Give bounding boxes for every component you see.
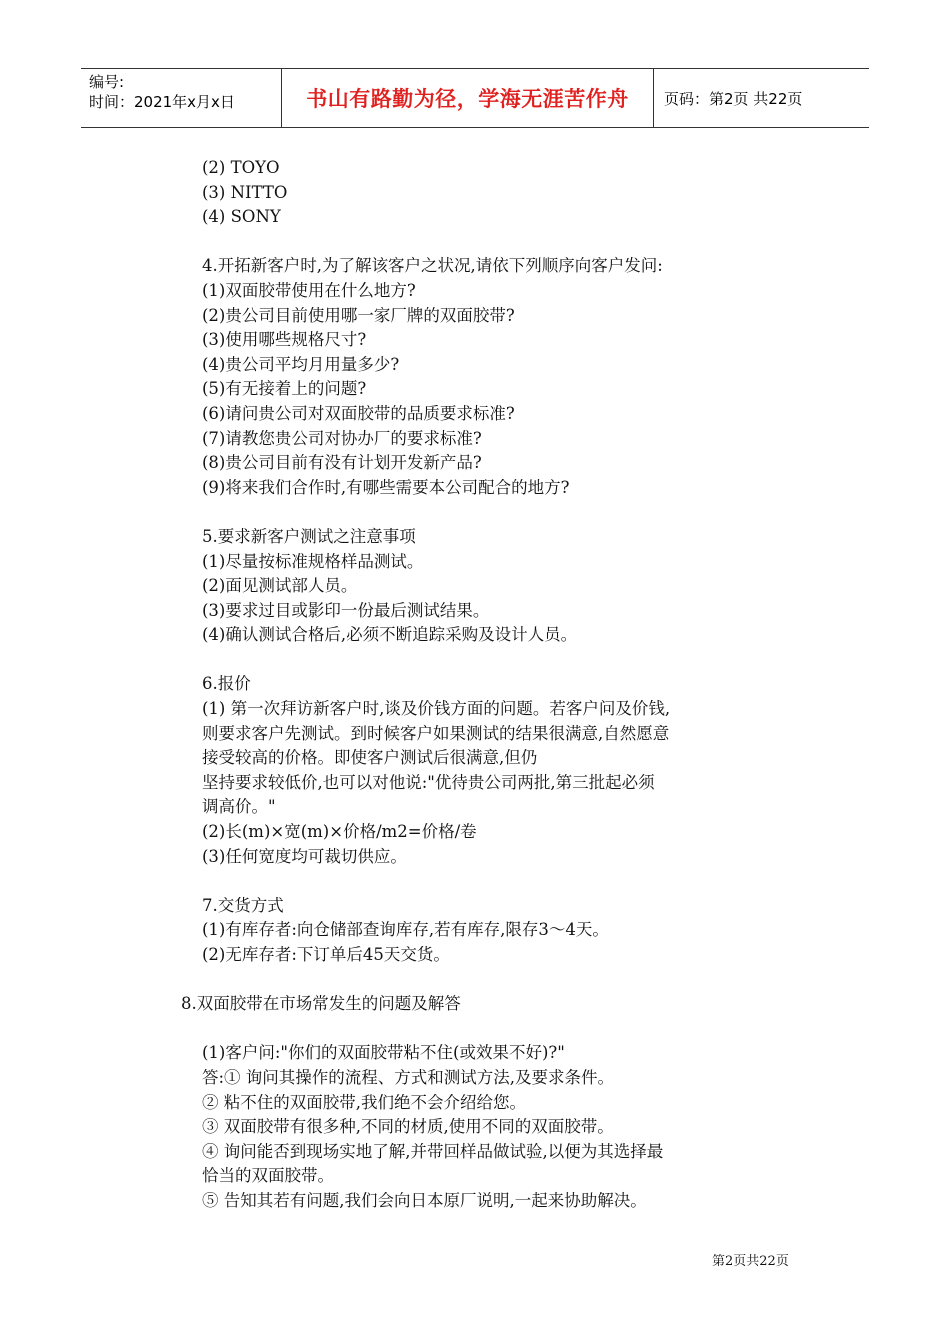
paragraph-line: (1)客户问:"你们的双面胶带粘不住(或效果不好)?" bbox=[202, 1043, 565, 1063]
page-header bbox=[81, 68, 869, 128]
document-body bbox=[181, 156, 772, 1214]
page-footer: 第2页共22页 bbox=[712, 1254, 789, 1269]
list-item: (8)贵公司目前有没有计划开发新产品? bbox=[202, 453, 482, 473]
paragraph-line: (1) 第一次拜访新客户时,谈及价钱方面的问题。若客户问及价钱, bbox=[202, 699, 671, 719]
list-item: (1)双面胶带使用在什么地方? bbox=[202, 280, 416, 300]
header-meta bbox=[81, 69, 282, 127]
list-item: (4) SONY bbox=[202, 207, 281, 227]
list-item: (4)确认测试合格后,必须不断追踪采购及设计人员。 bbox=[202, 625, 578, 645]
list-item: (3)使用哪些规格尺寸? bbox=[202, 330, 367, 350]
list-item: (2) TOYO bbox=[202, 158, 280, 177]
section-6-title: 6.报价 bbox=[202, 674, 251, 694]
paragraph-line: 恰当的双面胶带。 bbox=[202, 1166, 334, 1186]
document-number-label: 编号: bbox=[89, 73, 125, 91]
list-item: (9)将来我们合作时,有哪些需要本公司配合的地方? bbox=[202, 477, 570, 497]
section-4-title: 4.开拓新客户时,为了解该客户之状况,请依下列顺序向客户发问: bbox=[202, 256, 663, 276]
list-item: (1)有库存者:向仓储部查询库存,若有库存,限存3～4天。 bbox=[202, 920, 609, 940]
list-item: (6)请问贵公司对双面胶带的品质要求标准? bbox=[202, 403, 515, 423]
list-item: (3) NITTO bbox=[202, 182, 288, 202]
list-item: (2)长(m)×宽(m)×价格/m2=价格/卷 bbox=[202, 822, 477, 842]
paragraph-line: 则要求客户先测试。到时候客户如果测试的结果很满意,自然愿意 bbox=[202, 723, 670, 743]
list-item: (5)有无接着上的问题? bbox=[202, 379, 367, 399]
section-7-title: 7.交货方式 bbox=[202, 895, 284, 915]
paragraph-line: 答:① 询问其操作的流程、方式和测试方法,及要求条件。 bbox=[202, 1067, 615, 1087]
list-item: (2)贵公司目前使用哪一家厂牌的双面胶带? bbox=[202, 305, 515, 325]
list-item: (4)贵公司平均月用量多少? bbox=[202, 354, 400, 374]
list-item: (1)尽量按标准规格样品测试。 bbox=[202, 551, 424, 571]
paragraph-line: ⑤ 告知其若有问题,我们会向日本原厂说明,一起来协助解决。 bbox=[202, 1190, 647, 1210]
header-page-info: 页码：第2页 共22页 bbox=[664, 89, 803, 108]
list-item: (3)要求过目或影印一份最后测试结果。 bbox=[202, 600, 490, 620]
section-5-title: 5.要求新客户测试之注意事项 bbox=[202, 526, 416, 546]
section-8-title: 8.双面胶带在市场常发生的问题及解答 bbox=[181, 994, 461, 1014]
paragraph-line: 接受较高的价格。即使客户测试后很满意,但仍 bbox=[202, 748, 538, 768]
header-motto: 书山有路勤为径，学海无涯苦作舟 bbox=[282, 69, 654, 127]
paragraph-line: 坚持要求较低价,也可以对他说:"优待贵公司两批,第三批起必须 bbox=[202, 772, 655, 792]
paragraph-line: 调高价。" bbox=[202, 797, 276, 817]
paragraph-line: ② 粘不住的双面胶带,我们绝不会介绍给您。 bbox=[202, 1092, 526, 1112]
list-item: (3)任何宽度均可裁切供应。 bbox=[202, 846, 407, 866]
paragraph-line: ③ 双面胶带有很多种,不同的材质,使用不同的双面胶带。 bbox=[202, 1117, 614, 1137]
list-item: (2)面见测试部人员。 bbox=[202, 576, 358, 596]
list-item: (2)无库存者:下订单后45天交货。 bbox=[202, 945, 450, 964]
document-time-label: 时间：2021年x月x日 bbox=[89, 93, 235, 111]
list-item: (7)请教您贵公司对协办厂的要求标准? bbox=[202, 428, 482, 448]
paragraph-line: ④ 询问能否到现场实地了解,并带回样品做试验,以便为其选择最 bbox=[202, 1141, 664, 1161]
